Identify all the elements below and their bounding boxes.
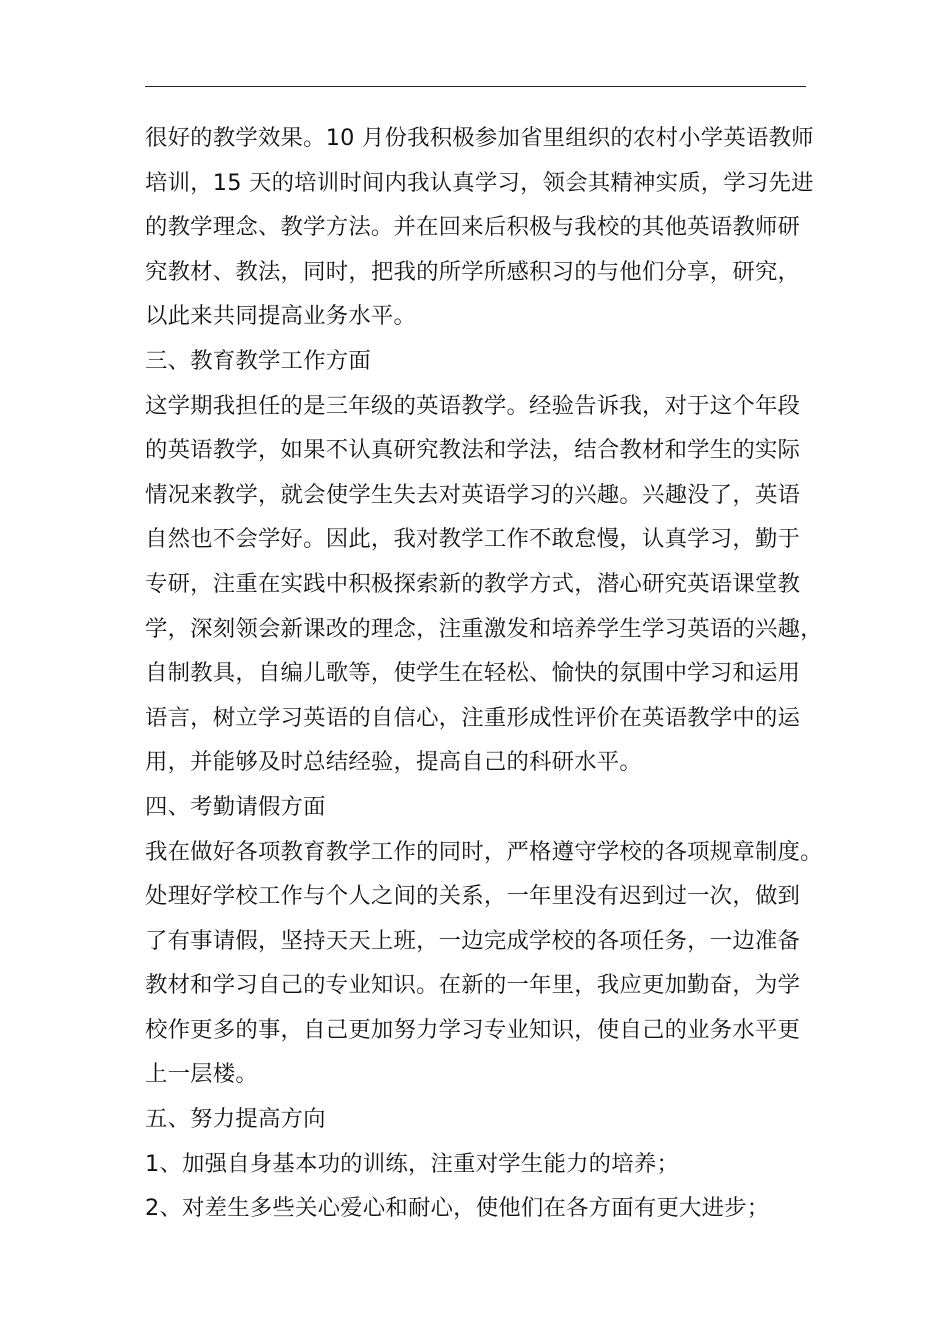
paragraph-line: 校作更多的事，自己更加努力学习专业知识，使自己的业务水平更 <box>145 1016 801 1043</box>
paragraph-line: 究教材、教法，同时，把我的所学所感积习的与他们分享，研究， <box>145 258 801 285</box>
paragraph-line: 情况来教学，就会使学生失去对英语学习的兴趣。兴趣没了，英语 <box>145 481 801 508</box>
body-text <box>145 116 823 1231</box>
paragraph-line: 用，并能够及时总结经验，提高自己的科研水平。 <box>145 749 642 776</box>
list-item: 2、对差生多些关心爱心和耐心，使他们在各方面有更大进步； <box>145 1195 770 1222</box>
paragraph-line: 上一层楼。 <box>145 1061 258 1088</box>
section-heading: 四、考勤请假方面 <box>145 793 326 820</box>
paragraph-line: 专研，注重在实践中积极探索新的教学方式，潜心研究英语课堂教 <box>145 570 801 597</box>
header-rule <box>145 86 806 87</box>
paragraph-line: 的教学理念、教学方法。并在回来后积极与我校的其他英语教师研 <box>145 214 801 241</box>
list-item: 1、加强自身基本功的训练，注重对学生能力的培养； <box>145 1150 680 1177</box>
paragraph-line: 的英语教学，如果不认真研究教法和学法，结合教材和学生的实际 <box>145 437 801 464</box>
paragraph-line: 自然也不会学好。因此，我对教学工作不敢怠慢，认真学习，勤于 <box>145 526 801 553</box>
paragraph-line: 这学期我担任的是三年级的英语教学。经验告诉我，对于这个年段 <box>145 392 801 419</box>
paragraph-line: 很好的教学效果。10 月份我积极参加省里组织的农村小学英语教师 <box>145 125 814 151</box>
paragraph-line: 学，深刻领会新课改的理念，注重激发和培养学生学习英语的兴趣， <box>145 615 823 642</box>
paragraph-line: 处理好学校工作与个人之间的关系，一年里没有迟到过一次，做到 <box>145 883 801 910</box>
paragraph-line: 以此来共同提高业务水平。 <box>145 303 417 330</box>
section-heading: 三、教育教学工作方面 <box>145 347 371 374</box>
paragraph-line: 了有事请假，坚持天天上班，一边完成学校的各项任务，一边准备 <box>145 927 801 954</box>
paragraph-line: 培训，15 天的培训时间内我认真学习，领会其精神实质，学习先进 <box>145 169 814 196</box>
section-heading: 五、努力提高方向 <box>145 1106 326 1133</box>
paragraph-line: 语言，树立学习英语的自信心，注重形成性评价在英语教学中的运 <box>145 704 801 731</box>
paragraph-line: 我在做好各项教育教学工作的同时，严格遵守学校的各项规章制度。 <box>145 838 823 865</box>
paragraph-line: 教材和学习自己的专业知识。在新的一年里，我应更加勤奋，为学 <box>145 972 801 999</box>
paragraph-line: 自制教具，自编儿歌等，使学生在轻松、愉快的氛围中学习和运用 <box>145 660 801 687</box>
